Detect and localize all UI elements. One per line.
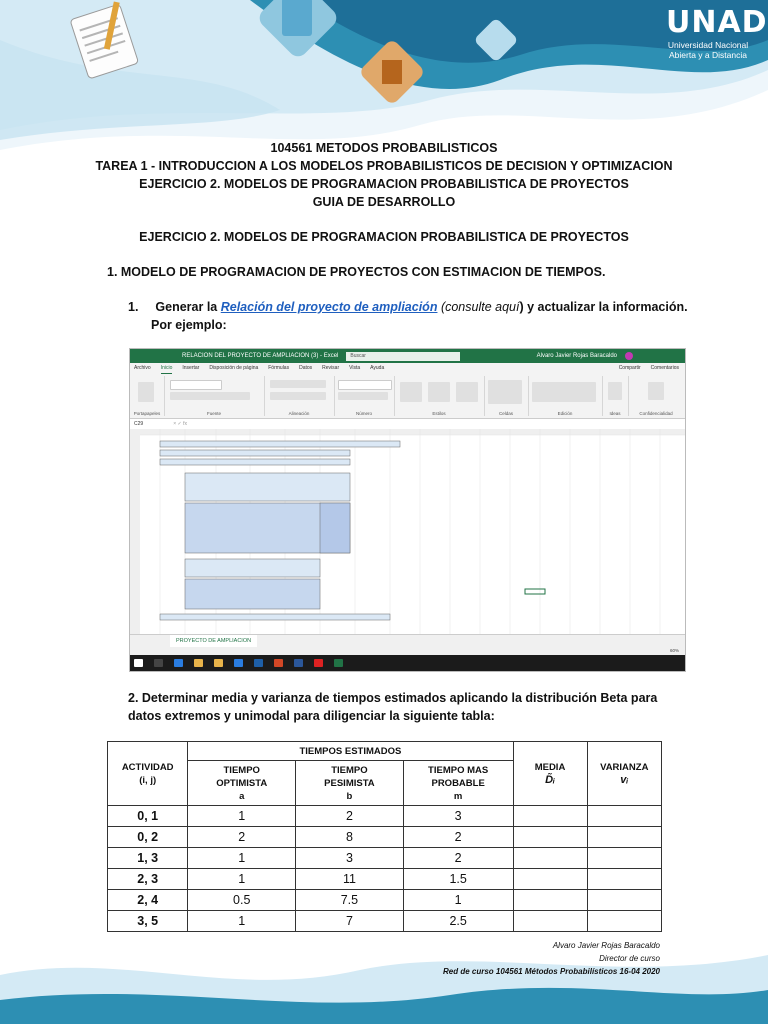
subsection-title: 1. MODELO DE PROGRAMACION DE PROYECTOS CON ESTIMACION DE TIEMPOS. [107, 265, 606, 279]
search-icon[interactable] [154, 659, 163, 667]
group-numero: Número [355, 411, 372, 416]
item-2-line-2: datos extremos y unimodal para diligenciar la siguiente tabla: [128, 709, 495, 723]
col-variance-header: VARIANZA vᵢ [587, 742, 661, 806]
media-cell [513, 890, 587, 911]
menu-revisar[interactable]: Revisar [322, 365, 340, 371]
item-1-pre: Generar la [155, 300, 221, 314]
user-avatar[interactable] [625, 352, 633, 360]
sheet-tabs [130, 634, 685, 648]
logo-line-2: Abierta y a Distancia [669, 50, 747, 60]
signature-role: Director de curso [599, 954, 660, 963]
windows-taskbar [130, 655, 685, 671]
group-celdas: Celdas [498, 411, 513, 416]
menu-disposicion[interactable]: Disposición de página [209, 365, 259, 371]
item-1 [128, 298, 688, 316]
formula-bar: C29 × ✓ fx [130, 419, 685, 430]
edge-icon[interactable] [174, 659, 183, 667]
header-line-3: EJERCICIO 2. MODELOS DE PROGRAMACION PROBABILISTICA DE PROYECTOS [139, 177, 629, 191]
comments-button[interactable]: Comentarios [650, 365, 679, 371]
col-b-header: TIEMPO PESIMISTA b [296, 761, 404, 806]
excel-ribbon [130, 374, 685, 419]
col-media-header: MEDIA D̃ᵢ [513, 742, 587, 806]
variance-cell [587, 911, 661, 932]
excel-user-name: Alvaro Javier Rojas Baracaldo [536, 353, 617, 359]
group-ideas: Ideas [609, 411, 621, 416]
zoom-level: 60% [669, 648, 679, 653]
menu-datos[interactable]: Datos [299, 365, 313, 371]
group-estilos: Estilos [432, 411, 446, 416]
mail-icon[interactable] [254, 659, 263, 667]
header-line-1: 104561 METODOS PROBABILISTICOS [270, 141, 498, 155]
item-1-number: 1. [128, 300, 139, 314]
table-row: 3, 5 1 7 2.5 [108, 911, 662, 932]
variance-cell [587, 806, 661, 827]
section-title: EJERCICIO 2. MODELOS DE PROGRAMACION PROBABILISTICA DE PROYECTOS [139, 230, 629, 244]
item-2-line-1: 2. Determinar media y varianza de tiempos estimados aplicando la distribución Beta para [128, 691, 658, 705]
header-line-4: GUIA DE DESARROLLO [312, 195, 456, 209]
excel-menu-bar [130, 363, 685, 374]
col-m-header: TIEMPO MAS PROBABLE m [403, 761, 513, 806]
menu-insertar[interactable]: Insertar [182, 365, 200, 371]
table-row: 0, 1 1 2 3 [108, 806, 662, 827]
menu-vista[interactable]: Vista [349, 365, 361, 371]
menu-inicio[interactable]: Inicio [161, 363, 173, 374]
group-header: TIEMPOS ESTIMADOS [188, 742, 513, 761]
media-cell [513, 806, 587, 827]
excel-search-box[interactable]: Buscar [346, 352, 460, 361]
pdf-icon[interactable] [314, 659, 323, 667]
store-icon[interactable] [234, 659, 243, 667]
word-icon[interactable] [294, 659, 303, 667]
powerpoint-icon[interactable] [274, 659, 283, 667]
header-line-2: TAREA 1 - INTRODUCCION A LOS MODELOS PROBABILISTICOS DE DECISION Y OPTIMIZACION [95, 159, 673, 173]
status-bar [130, 647, 685, 655]
variance-cell [587, 827, 661, 848]
signature-course: Red de curso 104561 Métodos Probabilísticos 16-04 2020 [443, 967, 660, 976]
menu-formulas[interactable]: Fórmulas [268, 365, 290, 371]
table-row: 0, 2 2 8 2 [108, 827, 662, 848]
windows-start-icon[interactable] [134, 659, 143, 667]
media-cell [513, 827, 587, 848]
sheet-tab-proyecto[interactable]: PROYECTO DE AMPLIACION [170, 635, 257, 649]
media-cell [513, 911, 587, 932]
group-fuente: Fuente [206, 411, 221, 416]
group-edicion: Edición [557, 411, 573, 416]
chrome-icon[interactable] [194, 659, 203, 667]
item-1-post: ) y actualizar la información. [519, 300, 688, 314]
share-button[interactable]: Compartir [618, 365, 641, 371]
cell-reference[interactable]: C29 [134, 421, 144, 427]
logo-mark: UNAD [666, 5, 768, 40]
col-activity-header: ACTIVIDAD (i, j) [108, 742, 188, 806]
project-relation-link[interactable]: Relación del proyecto de ampliación [220, 300, 438, 314]
variance-cell [587, 869, 661, 890]
group-portapapeles: Portapapeles [133, 411, 161, 416]
excel-window-title: RELACION DEL PROYECTO DE AMPLIACION (3) - Excel [182, 353, 339, 359]
variance-cell [587, 848, 661, 869]
menu-archivo[interactable]: Archivo [134, 365, 151, 371]
col-a-header: TIEMPO OPTIMISTA a [188, 761, 296, 806]
media-cell [513, 869, 587, 890]
excel-icon[interactable] [334, 659, 343, 667]
table-row: 2, 3 1 11 1.5 [108, 869, 662, 890]
excel-title-bar [130, 349, 685, 363]
estimated-times-table [107, 741, 662, 932]
table-row: 2, 4 0.5 7.5 1 [108, 890, 662, 911]
excel-screenshot [129, 348, 686, 672]
signature-name: Alvaro Javier Rojas Baracaldo [552, 941, 660, 950]
group-alineacion: Alineación [288, 411, 310, 416]
folder-icon[interactable] [214, 659, 223, 667]
menu-ayuda[interactable]: Ayuda [370, 365, 385, 371]
table-row: 1, 3 1 3 2 [108, 848, 662, 869]
item-1-paren: (consulte aquí [437, 300, 520, 314]
unad-logo [666, 5, 768, 60]
media-cell [513, 848, 587, 869]
item-1-line-2: Por ejemplo: [151, 318, 227, 332]
spreadsheet-grid [130, 429, 685, 634]
signature-block [443, 939, 660, 978]
variance-cell [587, 890, 661, 911]
group-confidencialidad: Confidencialidad [639, 411, 673, 416]
logo-line-1: Universidad Nacional [667, 40, 749, 50]
